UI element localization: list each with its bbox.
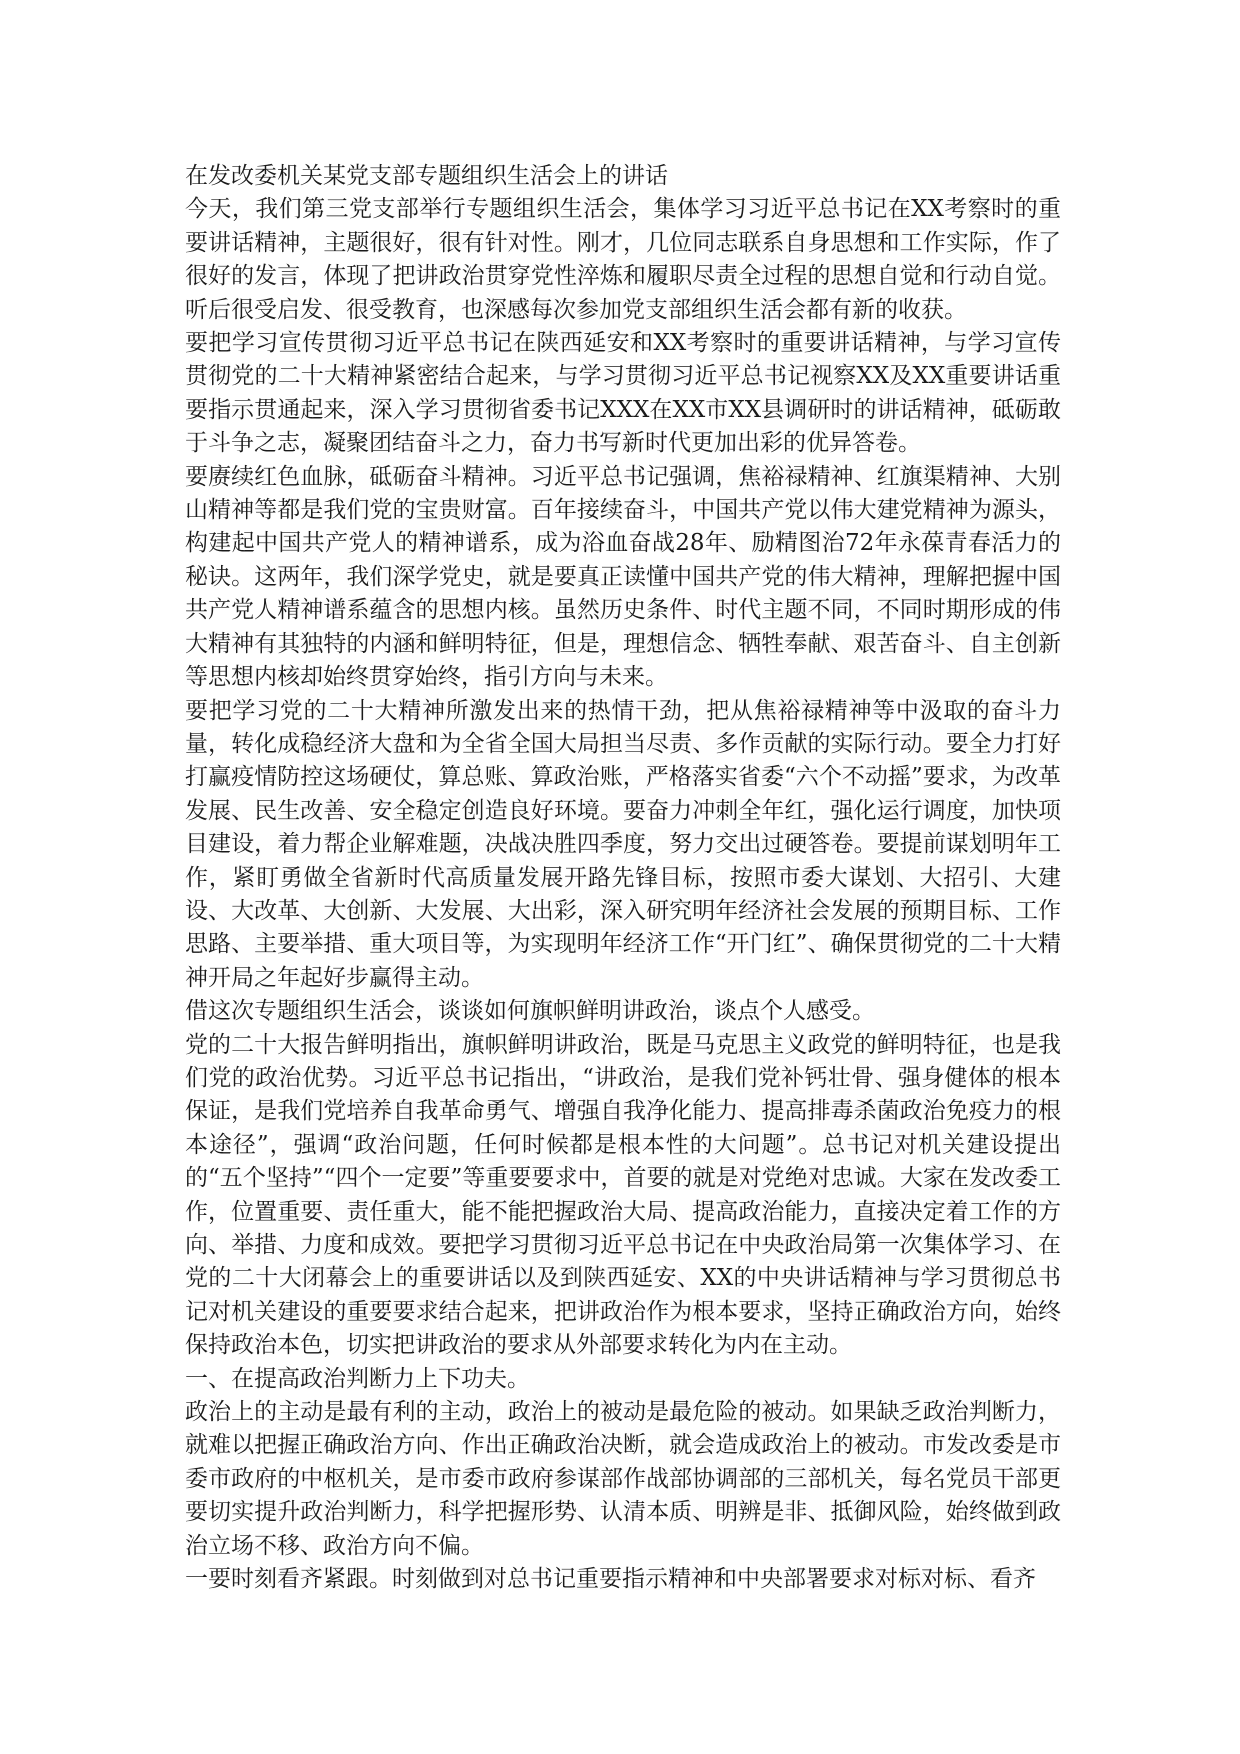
- paragraph-5: 借这次专题组织生活会，谈谈如何旗帜鲜明讲政治，谈点个人感受。: [185, 998, 875, 1025]
- paragraph-2: 要把学习宣传贯彻习近平总书记在陕西延安和XX考察时的重要讲话精神，与学习宣传贯彻党的二十大精神紧密结合起来，与学习贯彻习近平总书记视察XX及XX重要讲话重要指示贯通起来，深入学习贯彻省委书记XXX在XX市XX县调研时的讲话精神，砥砺敢于斗争之志，凝聚团结奋斗之力，奋力书写新时代更加出彩的优异答卷。: [185, 330, 1061, 457]
- paragraph-4: 要把学习党的二十大精神所激发出来的热情干劲，把从焦裕禄精神等中汲取的奋斗力量，转化成稳经济大盘和为全省全国大局担当尽责、多作贡献的实际行动。要全力打好打赢疫情防控这场硬仗，算总账、算政治账，严格落实省委“六个不动摇”要求，为改革发展、民生改善、安全稳定创造良好环境。要奋力冲刺全年红，强化运行调度，加快项目建设，着力帮企业解难题，决战决胜四季度，努力交出过硬答卷。要提前谋划明年工作，紧盯勇做全省新时代高质量发展开路先锋目标，按照市委大谋划、大招引、大建设、大改革、大创新、大发展、大出彩，深入研究明年经济社会发展的预期目标、工作思路、主要举措、重大项目等，为实现明年经济工作“开门红”、确保贯彻党的二十大精神开局之年起好步赢得主动。: [185, 697, 1061, 991]
- section-heading-1: 一、在提高政治判断力上下功夫。: [185, 1365, 530, 1392]
- paragraph-7: 政治上的主动是最有利的主动，政治上的被动是最危险的被动。如果缺乏政治判断力，就难以把握正确政治方向、作出正确政治决断，就会造成政治上的被动。市发改委是市委市政府的中枢机关，是市委市政府参谋部作战部协调部的三部机关，每名党员干部更要切实提升政治判断力，科学把握形势、认清本质、明辨是非、抵御风险，始终做到政治立场不移、政治方向不偏。: [185, 1399, 1061, 1559]
- paragraph-8: 一要时刻看齐紧跟。时刻做到对总书记重要指示精神和中央部署要求对标对标、看齐: [185, 1566, 1036, 1593]
- document-page: [185, 160, 1061, 1596]
- paragraph-3: 要赓续红色血脉，砥砺奋斗精神。习近平总书记强调，焦裕禄精神、红旗渠精神、大别山精神等都是我们党的宝贵财富。百年接续奋斗，中国共产党以伟大建党精神为源头，构建起中国共产党人的精神谱系，成为浴血奋战28年、励精图治72年永葆青春活力的秘诀。这两年，我们深学党史，就是要真正读懂中国共产党的伟大精神，理解把握中国共产党人精神谱系蕴含的思想内核。虽然历史条件、时代主题不同，不同时期形成的伟大精神有其独特的内涵和鲜明特征，但是，理想信念、牺牲奉献、艰苦奋斗、自主创新等思想内核却始终贯穿始终，指引方向与未来。: [185, 463, 1061, 691]
- paragraph-6: 党的二十大报告鲜明指出，旗帜鲜明讲政治，既是马克思主义政党的鲜明特征，也是我们党的政治优势。习近平总书记指出，“讲政治，是我们党补钙壮骨、强身健体的根本保证，是我们党培养自我革命勇气、增强自我净化能力、提高排毒杀菌政治免疫力的根本途径”，强调“政治问题，任何时候都是根本性的大问题”。总书记对机关建设提出的“五个坚持”“四个一定要”等重要要求中，首要的就是对党绝对忠诚。大家在发改委工作，位置重要、责任重大，能不能把握政治大局、提高政治能力，直接决定着工作的方向、举措、力度和成效。要把学习贯彻习近平总书记在中央政治局第一次集体学习、在党的二十大闭幕会上的重要讲话以及到陕西延安、XX的中央讲话精神与学习贯彻总书记对机关建设的重要要求结合起来，把讲政治作为根本要求，坚持正确政治方向，始终保持政治本色，切实把讲政治的要求从外部要求转化为内在主动。: [185, 1031, 1061, 1359]
- paragraph-1: 今天，我们第三党支部举行专题组织生活会，集体学习习近平总书记在XX考察时的重要讲话精神，主题很好，很有针对性。刚才，几位同志联系自身思想和工作实际，作了很好的发言，体现了把讲政治贯穿党性淬炼和履职尽责全过程的思想自觉和行动自觉。听后很受启发、很受教育，也深感每次参加党支部组织生活会都有新的收获。: [185, 196, 1061, 323]
- document-title: 在发改委机关某党支部专题组织生活会上的讲话: [185, 163, 668, 189]
